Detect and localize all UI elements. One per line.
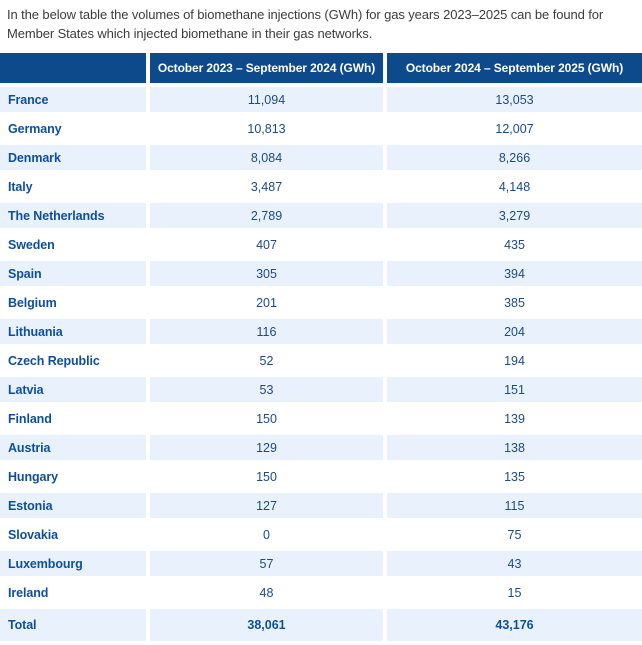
table-row xyxy=(0,549,642,578)
intro-text: In the below table the volumes of biomethane injections (GWh) for gas years 2023–2025 can be found for Member States which injected biomethane in their gas networks. xyxy=(7,7,604,41)
table-body xyxy=(0,85,642,641)
table-row xyxy=(0,172,642,201)
table-row xyxy=(0,288,642,317)
value-2025-cell: 135 xyxy=(385,462,642,491)
header-gas-year-2024-2025: October 2024 – September 2025 (GWh) xyxy=(385,53,642,85)
table-row xyxy=(0,404,642,433)
table-row xyxy=(0,201,642,230)
value-2025-cell: 75 xyxy=(385,520,642,549)
table-row xyxy=(0,520,642,549)
table-row xyxy=(0,143,642,172)
value-2024-cell: 2,789 xyxy=(148,201,385,230)
table-row xyxy=(0,317,642,346)
table-row xyxy=(0,85,642,114)
value-2024-cell: 53 xyxy=(148,375,385,404)
value-2025-cell: 194 xyxy=(385,346,642,375)
table-row xyxy=(0,114,642,143)
table-row xyxy=(0,375,642,404)
country-cell: Estonia xyxy=(0,491,148,520)
value-2024-cell: 11,094 xyxy=(148,85,385,114)
value-2025-cell: 8,266 xyxy=(385,143,642,172)
value-2024-cell: 407 xyxy=(148,230,385,259)
value-2024-cell: 127 xyxy=(148,491,385,520)
value-2025-cell: 204 xyxy=(385,317,642,346)
value-2024-cell: 57 xyxy=(148,549,385,578)
value-2025-cell: 3,279 xyxy=(385,201,642,230)
table-row xyxy=(0,259,642,288)
country-cell: Denmark xyxy=(0,143,148,172)
country-cell: Lithuania xyxy=(0,317,148,346)
country-cell: Spain xyxy=(0,259,148,288)
value-2025-cell: 151 xyxy=(385,375,642,404)
table-row xyxy=(0,578,642,607)
value-2025-cell: 13,053 xyxy=(385,85,642,114)
total-label: Total xyxy=(0,607,148,641)
country-cell: Czech Republic xyxy=(0,346,148,375)
value-2024-cell: 201 xyxy=(148,288,385,317)
value-2024-cell: 0 xyxy=(148,520,385,549)
value-2024-cell: 52 xyxy=(148,346,385,375)
value-2024-cell: 48 xyxy=(148,578,385,607)
value-2024-cell: 150 xyxy=(148,462,385,491)
value-2025-cell: 385 xyxy=(385,288,642,317)
table-row xyxy=(0,491,642,520)
value-2025-cell: 43 xyxy=(385,549,642,578)
country-cell: Ireland xyxy=(0,578,148,607)
value-2025-cell: 115 xyxy=(385,491,642,520)
country-cell: Finland xyxy=(0,404,148,433)
country-cell: Luxembourg xyxy=(0,549,148,578)
header-country-column xyxy=(0,53,148,85)
country-cell: Belgium xyxy=(0,288,148,317)
value-2024-cell: 116 xyxy=(148,317,385,346)
value-2025-cell: 15 xyxy=(385,578,642,607)
value-2025-cell: 435 xyxy=(385,230,642,259)
total-value-2025: 43,176 xyxy=(385,607,642,641)
value-2024-cell: 129 xyxy=(148,433,385,462)
table-row xyxy=(0,230,642,259)
table-row xyxy=(0,462,642,491)
value-2024-cell: 305 xyxy=(148,259,385,288)
header-gas-year-2023-2024: October 2023 – September 2024 (GWh) xyxy=(148,53,385,85)
value-2025-cell: 138 xyxy=(385,433,642,462)
value-2024-cell: 8,084 xyxy=(148,143,385,172)
country-cell: Latvia xyxy=(0,375,148,404)
country-cell: Sweden xyxy=(0,230,148,259)
country-cell: Italy xyxy=(0,172,148,201)
value-2025-cell: 12,007 xyxy=(385,114,642,143)
value-2024-cell: 3,487 xyxy=(148,172,385,201)
table-row xyxy=(0,433,642,462)
value-2024-cell: 10,813 xyxy=(148,114,385,143)
value-2025-cell: 394 xyxy=(385,259,642,288)
total-value-2024: 38,061 xyxy=(148,607,385,641)
value-2024-cell: 150 xyxy=(148,404,385,433)
biomethane-injections-table xyxy=(0,53,642,641)
country-cell: France xyxy=(0,85,148,114)
table-row xyxy=(0,346,642,375)
value-2025-cell: 4,148 xyxy=(385,172,642,201)
country-cell: Slovakia xyxy=(0,520,148,549)
country-cell: Germany xyxy=(0,114,148,143)
country-cell: The Netherlands xyxy=(0,201,148,230)
country-cell: Hungary xyxy=(0,462,148,491)
total-row xyxy=(0,607,642,641)
country-cell: Austria xyxy=(0,433,148,462)
table-header-row xyxy=(0,53,642,85)
value-2025-cell: 139 xyxy=(385,404,642,433)
